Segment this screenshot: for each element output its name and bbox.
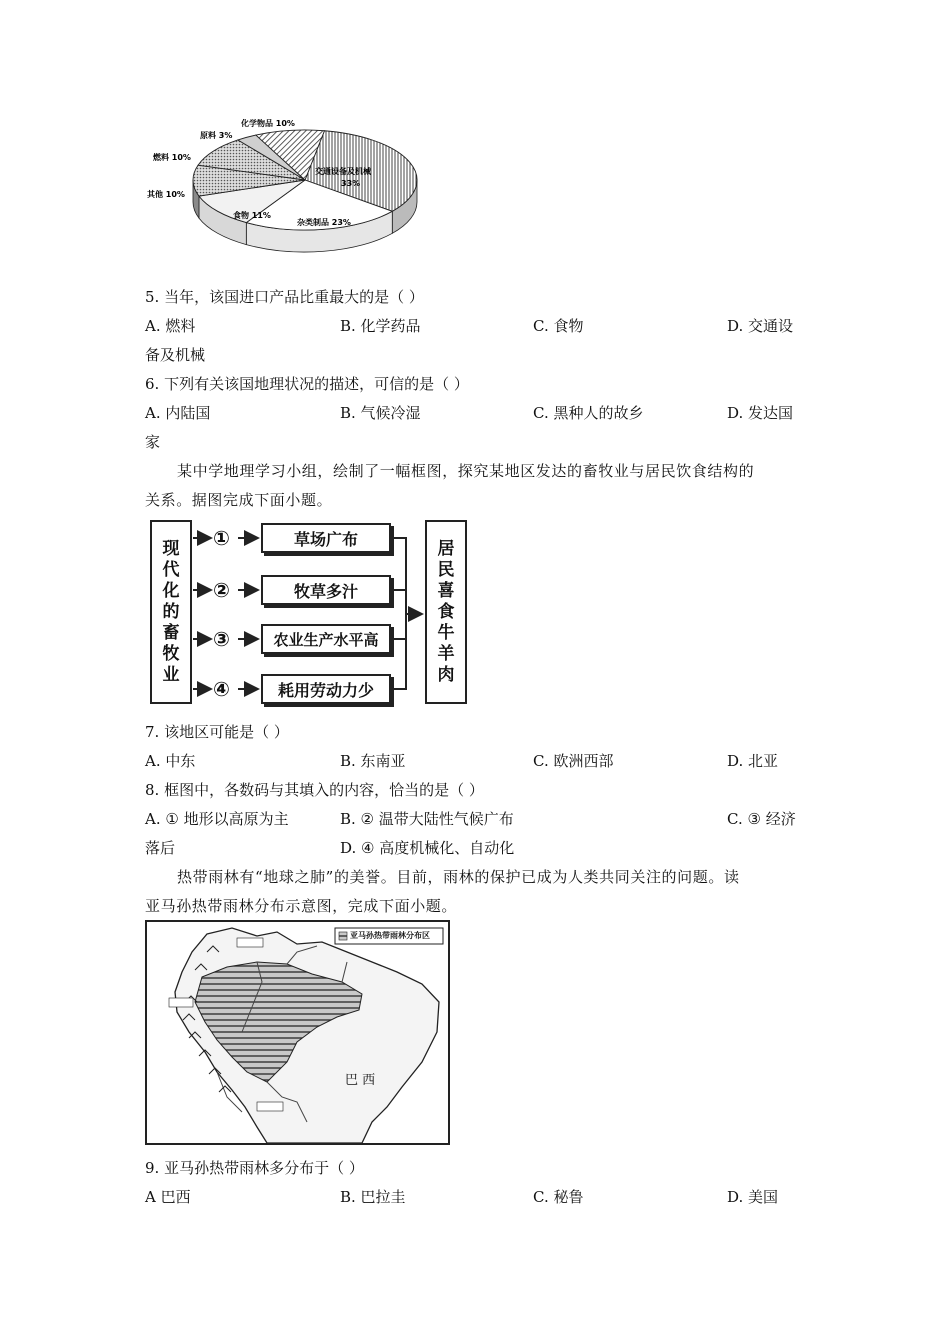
q6-option-c[interactable]: C. 黑种人的故乡 [533, 404, 644, 422]
map-label-brazil: 巴 西 [345, 1073, 376, 1088]
q6-option-d[interactable]: D. 发达国 [727, 404, 794, 422]
q8-option-d[interactable]: D. ④ 高度机械化、自动化 [340, 839, 515, 857]
q9-option-a[interactable]: A 巴西 [145, 1188, 191, 1206]
pie-label-fuel: 燃料 10% [153, 153, 191, 162]
diagram-num-1: ① [213, 526, 230, 550]
q9-option-c[interactable]: C. 秘鲁 [533, 1188, 584, 1206]
diagram-right-char: 居 [437, 538, 455, 559]
diagram-left-char: 业 [162, 664, 180, 685]
intro2-line2: 关系。据图完成下面小题。 [145, 491, 333, 509]
flow-diagram [148, 518, 470, 708]
pie-label-transport-pct: 33% [341, 179, 361, 188]
diagram-right-box [425, 520, 467, 704]
intro2-line1: 某中学地理学习小组，绘制了一幅框图，探究某地区发达的畜牧业与居民饮食结构的 [177, 462, 755, 480]
diagram-item-2: 牧草多汁 [261, 575, 391, 605]
diagram-right-char: 羊 [437, 643, 455, 664]
diagram-right-char: 食 [437, 601, 455, 622]
diagram-left-char: 现 [162, 538, 180, 559]
map-drawing [147, 922, 448, 1143]
pie-label-raw: 原料 3% [200, 131, 233, 140]
intro3-line1: 热带雨林有“地球之肺”的美誉。目前，雨林的保护已成为人类共同关注的问题。读 [177, 868, 740, 886]
diagram-left-char: 畜 [162, 622, 180, 643]
diagram-left-char: 化 [162, 580, 180, 601]
pie-chart [145, 110, 435, 280]
q8-stem: 8. 框图中，各数码与其填入的内容，恰当的是（ ） [145, 781, 484, 799]
amazon-map [145, 920, 450, 1145]
diagram-right-char: 民 [437, 559, 455, 580]
diagram-item-4: 耗用劳动力少 [261, 674, 391, 704]
q5-option-d[interactable]: D. 交通设 [727, 317, 794, 335]
q6-option-b[interactable]: B. 气候冷湿 [340, 404, 421, 422]
pie-label-misc: 杂类制品 23% [297, 218, 351, 227]
diagram-item-3: 农业生产水平高 [261, 624, 391, 654]
diagram-right-char: 牛 [437, 622, 455, 643]
q6-option-d-continued: 家 [145, 433, 161, 451]
q9-option-b[interactable]: B. 巴拉圭 [340, 1188, 406, 1206]
diagram-left-char: 的 [162, 601, 180, 622]
pie-label-transport: 交通设备及机械 [315, 167, 371, 176]
diagram-left-char: 代 [162, 559, 180, 580]
diagram-item-1: 草场广布 [261, 523, 391, 553]
q6-option-a[interactable]: A. 内陆国 [145, 404, 211, 422]
diagram-num-2: ② [213, 578, 230, 602]
diagram-right-char: 肉 [437, 664, 455, 685]
q7-stem: 7. 该地区可能是（ ） [145, 723, 289, 741]
q6-stem: 6. 下列有关该国地理状况的描述，可信的是（ ） [145, 375, 469, 393]
diagram-left-char: 牧 [162, 643, 180, 664]
q5-option-a[interactable]: A. 燃料 [145, 317, 196, 335]
q7-option-b[interactable]: B. 东南亚 [340, 752, 406, 770]
q5-option-d-continued: 备及机械 [145, 346, 206, 364]
q8-option-c[interactable]: C. ③ 经济 [727, 810, 796, 828]
q5-option-c[interactable]: C. 食物 [533, 317, 584, 335]
diagram-right-char: 喜 [437, 580, 455, 601]
q5-option-b[interactable]: B. 化学药品 [340, 317, 421, 335]
diagram-num-4: ④ [213, 677, 230, 701]
q8-option-c-continued: 落后 [145, 839, 176, 857]
q7-option-d[interactable]: D. 北亚 [727, 752, 779, 770]
q7-option-a[interactable]: A. 中东 [145, 752, 196, 770]
q7-option-c[interactable]: C. 欧洲西部 [533, 752, 614, 770]
pie-label-other: 其他 10% [147, 190, 185, 199]
q9-option-d[interactable]: D. 美国 [727, 1188, 779, 1206]
pie-label-chemicals: 化学物品 10% [241, 119, 295, 128]
diagram-num-3: ③ [213, 627, 230, 651]
intro3-line2: 亚马孙热带雨林分布示意图，完成下面小题。 [145, 897, 458, 915]
map-legend-label: 亚马孙热带雨林分布区 [350, 931, 430, 940]
q9-stem: 9. 亚马孙热带雨林多分布于（ ） [145, 1159, 364, 1177]
pie-label-food: 食物 11% [233, 211, 271, 220]
q8-option-a[interactable]: A. ① 地形以高原为主 [145, 810, 289, 828]
q5-stem: 5. 当年，该国进口产品比重最大的是（ ） [145, 288, 424, 306]
q8-option-b[interactable]: B. ② 温带大陆性气候广布 [340, 810, 514, 828]
